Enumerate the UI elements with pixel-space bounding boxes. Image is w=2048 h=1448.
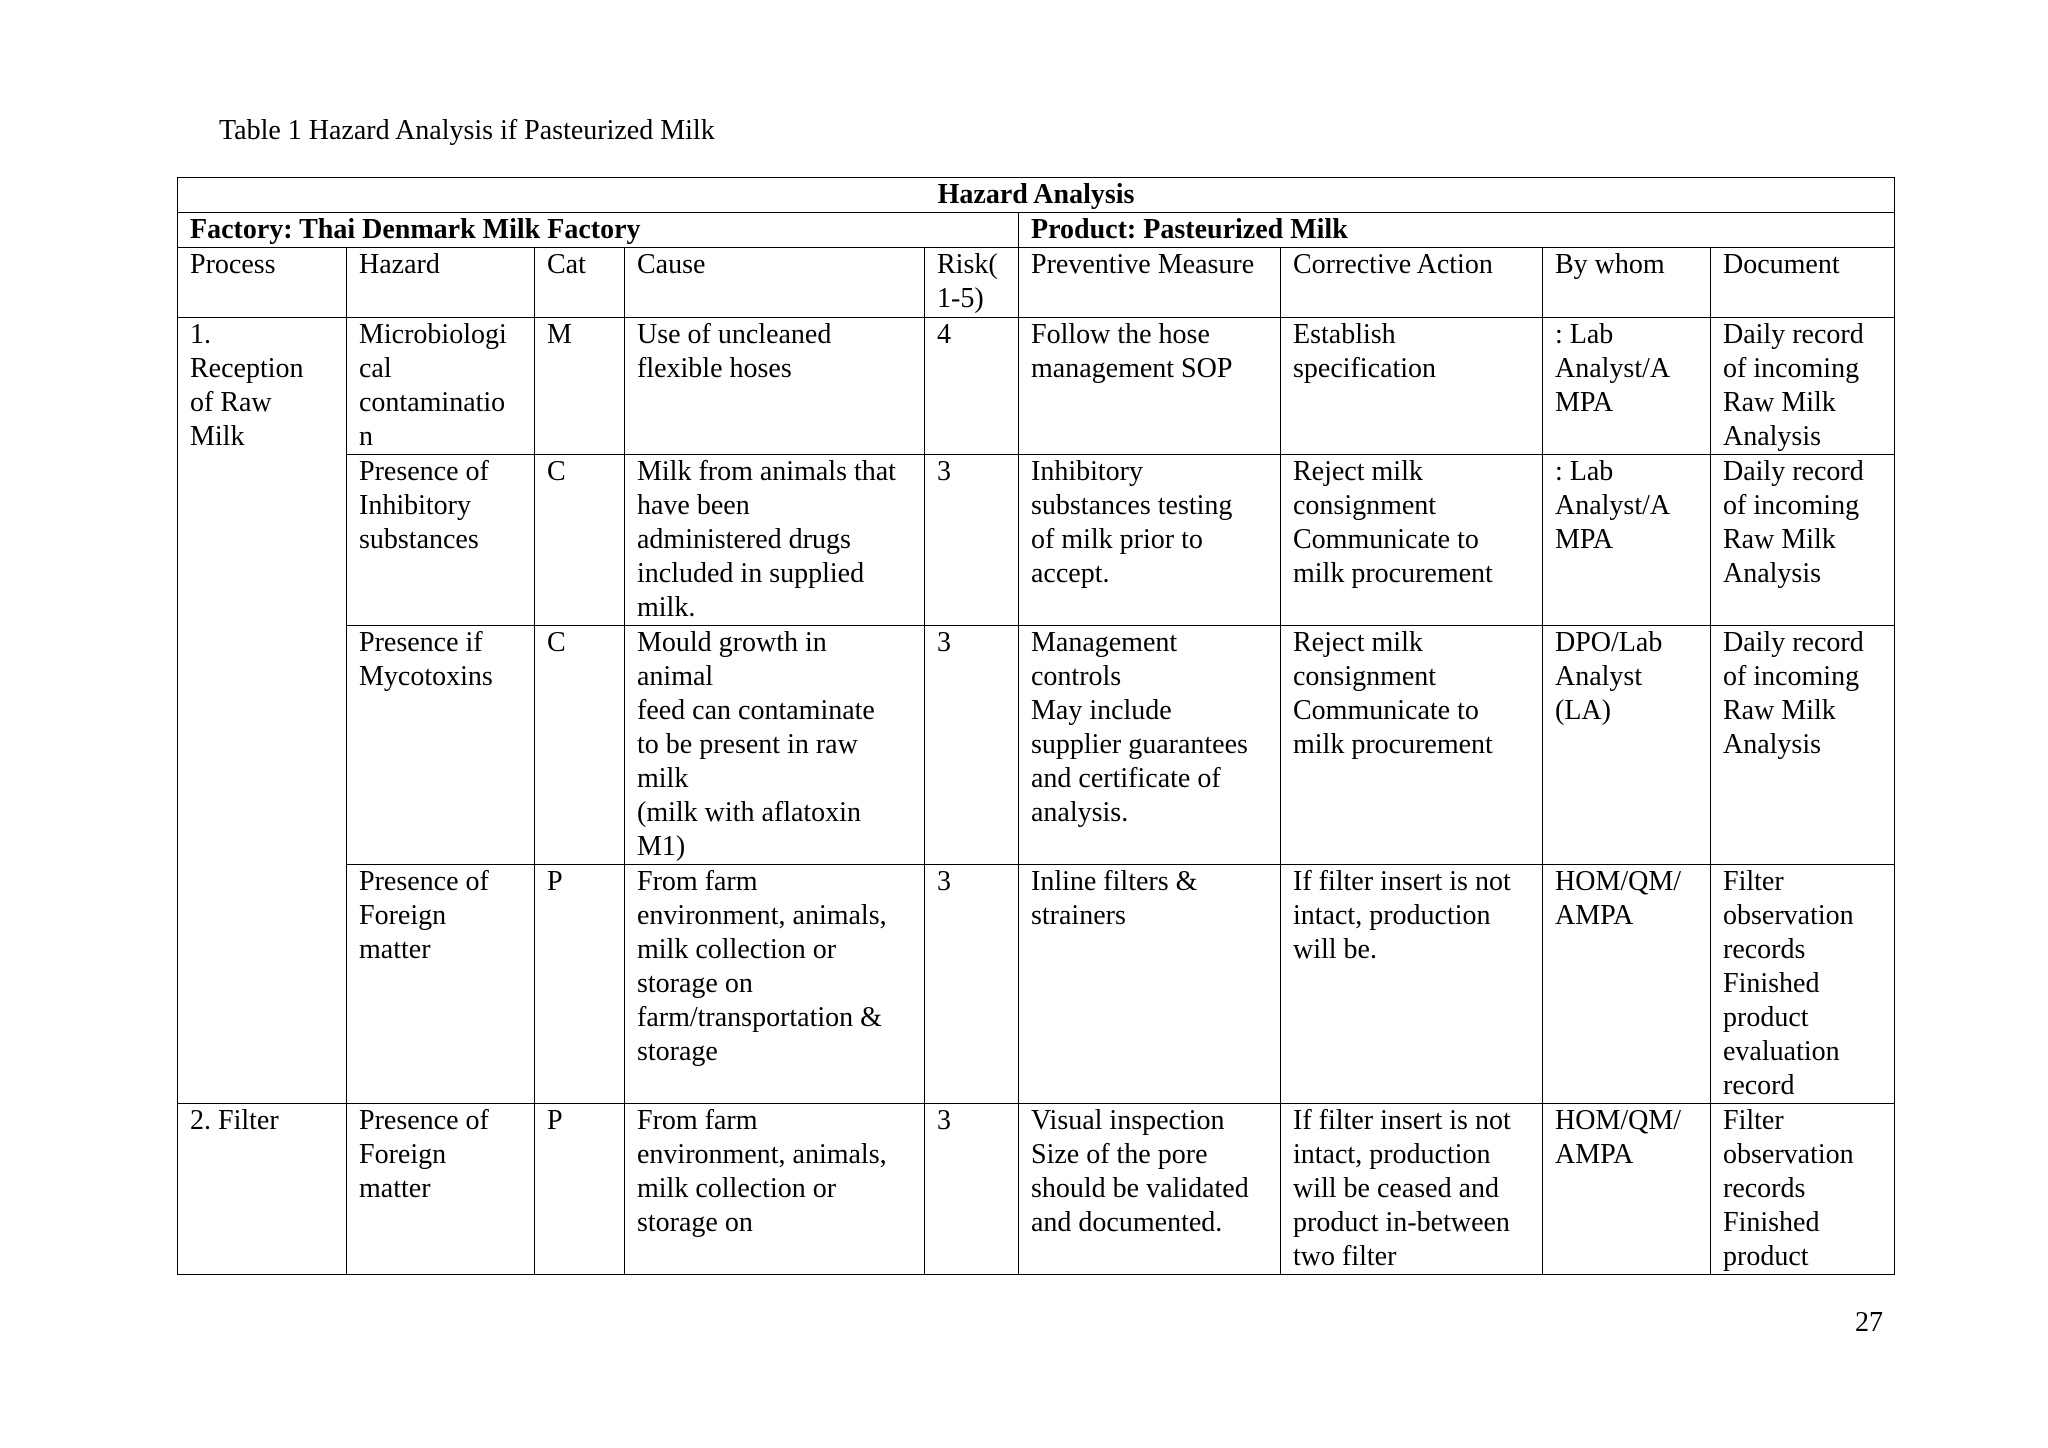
cause-cell: Mould growth in animal feed can contaminate to be present in raw milk (milk with aflatoxin M1) [625,626,925,865]
document-cell: Filter observation records Finished product evaluation record [1711,865,1895,1104]
factory-label: Factory: Thai Denmark Milk Factory [178,213,1019,248]
page-number: 27 [1855,1307,1883,1338]
by-whom-cell: : Lab Analyst/A MPA [1543,455,1711,626]
header-process: Process [178,248,347,318]
corrective-cell: Establish specification [1281,318,1543,455]
document-cell: Daily record of incoming Raw Milk Analysis [1711,626,1895,865]
header-risk: Risk( 1-5) [925,248,1019,318]
risk-cell: 3 [925,455,1019,626]
document-cell: Filter observation records Finished product [1711,1104,1895,1275]
header-by-whom: By whom [1543,248,1711,318]
cause-cell: Milk from animals that have been administered drugs included in supplied milk. [625,455,925,626]
hazard-cell: Presence if Mycotoxins [347,626,535,865]
by-whom-cell: DPO/Lab Analyst (LA) [1543,626,1711,865]
header-hazard: Hazard [347,248,535,318]
table-row [178,1104,1895,1275]
hazard-cell: Presence of Foreign matter [347,1104,535,1275]
risk-cell: 3 [925,626,1019,865]
cause-cell: Use of uncleaned flexible hoses [625,318,925,455]
corrective-cell: If filter insert is not intact, production will be. [1281,865,1543,1104]
risk-cell: 3 [925,1104,1019,1275]
preventive-cell: Follow the hose management SOP [1019,318,1281,455]
by-whom-cell: : Lab Analyst/A MPA [1543,318,1711,455]
hazard-analysis-table [177,177,1895,1275]
preventive-cell: Inline filters & strainers [1019,865,1281,1104]
table-title-row [178,178,1895,213]
preventive-cell: Management controls May include supplier guarantees and certificate of analysis. [1019,626,1281,865]
header-document: Document [1711,248,1895,318]
risk-cell: 4 [925,318,1019,455]
risk-cell: 3 [925,865,1019,1104]
corrective-cell: Reject milk consignment Communicate to milk procurement [1281,455,1543,626]
table-row [178,626,1895,865]
document-cell: Daily record of incoming Raw Milk Analysis [1711,455,1895,626]
by-whom-cell: HOM/QM/ AMPA [1543,865,1711,1104]
cat-cell: P [535,1104,625,1275]
hazard-cell: Presence of Inhibitory substances [347,455,535,626]
header-cat: Cat [535,248,625,318]
header-cause: Cause [625,248,925,318]
cat-cell: C [535,626,625,865]
table-row [178,455,1895,626]
header-corrective-action: Corrective Action [1281,248,1543,318]
cause-cell: From farm environment, animals, milk collection or storage on farm/transportation & storage [625,865,925,1104]
by-whom-cell: HOM/QM/ AMPA [1543,1104,1711,1275]
cause-cell: From farm environment, animals, milk collection or storage on [625,1104,925,1275]
process-cell: 1. Reception of Raw Milk [178,318,347,1104]
table-title: Hazard Analysis [178,178,1895,213]
document-cell: Daily record of incoming Raw Milk Analysis [1711,318,1895,455]
table-caption: Table 1 Hazard Analysis if Pasteurized Milk [219,115,715,146]
cat-cell: P [535,865,625,1104]
process-cell: 2. Filter [178,1104,347,1275]
cat-cell: M [535,318,625,455]
preventive-cell: Inhibitory substances testing of milk prior to accept. [1019,455,1281,626]
hazard-cell: Microbiologi cal contaminatio n [347,318,535,455]
header-preventive-measure: Preventive Measure [1019,248,1281,318]
cat-cell: C [535,455,625,626]
corrective-cell: Reject milk consignment Communicate to milk procurement [1281,626,1543,865]
header-row [178,248,1895,318]
factory-product-row [178,213,1895,248]
hazard-cell: Presence of Foreign matter [347,865,535,1104]
corrective-cell: If filter insert is not intact, production will be ceased and product in-between two filter [1281,1104,1543,1275]
product-label: Product: Pasteurized Milk [1019,213,1895,248]
table-row [178,318,1895,455]
preventive-cell: Visual inspection Size of the pore should be validated and documented. [1019,1104,1281,1275]
table-row [178,865,1895,1104]
